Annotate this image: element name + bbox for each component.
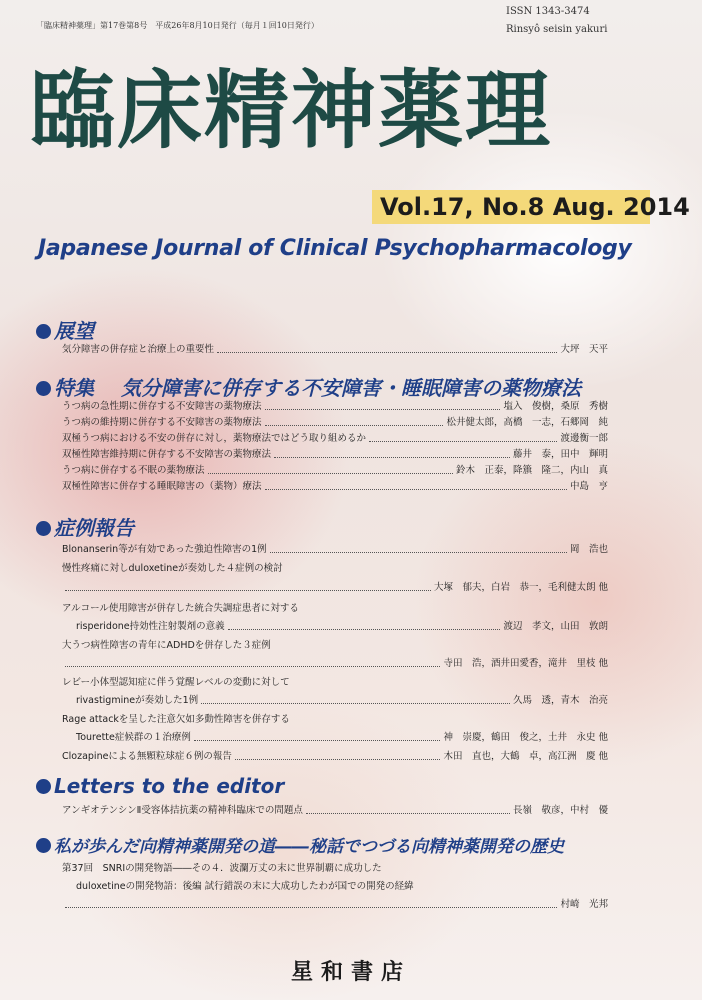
toc-entry: 大うつ病性障害の青年にADHDを併存した３症例: [62, 640, 271, 651]
toc-entry: うつ病に併存する不眠の薬物療法 鈴木 正泰，降籏 隆二，内山 真: [62, 465, 608, 476]
section-heading-tokushu: 特集 気分障害に併存する不安障害・睡眠障害の薬物療法: [36, 372, 581, 401]
bullet-icon: [36, 381, 51, 396]
english-subtitle: Japanese Journal of Clinical Psychopharmacology: [38, 236, 632, 261]
toc-entry: 双極性障害に併存する睡眠障害の（薬物）療法 中島 亨: [62, 481, 608, 492]
bullet-icon: [36, 779, 51, 794]
romaji-title: Rinsyô seisin yakuri: [506, 24, 608, 35]
toc-entry: 双極性障害維持期に併存する不安障害の薬物療法 藤井 泰，田中 輝明: [62, 449, 608, 460]
toc-entry: rivastigmineが奏効した1例 久馬 透，青木 治亮: [76, 695, 608, 706]
bullet-icon: [36, 521, 51, 536]
toc-entry: duloxetineの開発物語：後編 試行錯誤の末に大成功したわが国での開発の経緯: [76, 881, 414, 892]
toc-entry: 寺田 浩，酒井田愛香，滝井 里枝 他: [62, 656, 608, 671]
toc-entry: うつ病の急性期に併存する不安障害の薬物療法 塩入 俊樹，桑原 秀樹: [62, 401, 608, 412]
issn-text: ISSN 1343-3474: [506, 6, 590, 17]
header-note: 「臨床精神薬理」第17巻第8号 平成26年8月10日発行（毎月１回10日発行）: [36, 21, 319, 30]
section-heading-history: 私が歩んだ向精神薬開発の道――秘話でつづる向精神薬開発の歴史: [36, 832, 564, 857]
toc-entry: レビー小体型認知症に伴う覚醒レベルの変動に対して: [62, 677, 290, 688]
toc-entry: 大塚 郁夫，白岩 恭一，毛利健太朗 他: [62, 580, 608, 595]
toc-entry: アルコール使用障害が併存した統合失調症患者に対する: [62, 603, 299, 614]
toc-entry: 双極うつ病における不安の併存に対し，薬物療法ではどう取り組めるか 渡邊衡一郎: [62, 433, 608, 444]
toc-entry: Tourette症候群の１治療例 神 崇慶，鶴田 俊之，土井 永史 他: [76, 732, 608, 743]
section-heading-case-reports: 症例報告: [36, 512, 134, 541]
toc-entry: Clozapineによる無顆粒球症６例の報告 木田 直也，大鶴 卓，高江洲 慶 他: [62, 751, 608, 762]
section-heading-letters: Letters to the editor: [36, 774, 284, 798]
toc-entry: Blonanserin等が有効であった強迫性障害の1例 岡 浩也: [62, 544, 608, 555]
toc-entry: 慢性疼痛に対しduloxetineが奏効した４症例の検討: [62, 563, 283, 574]
volume-banner: Vol.17, No.8 Aug. 2014: [372, 190, 650, 224]
bullet-icon: [36, 838, 51, 853]
section-heading-tenbo: 展望: [36, 315, 94, 344]
toc-entry: 第37回 SNRIの開発物語――その４．波瀾万丈の末に世界制覇に成功した: [62, 863, 382, 874]
bullet-icon: [36, 324, 51, 339]
toc-entry: 気分障害の併存症と治療上の重要性 大坪 天平: [62, 344, 608, 355]
toc-entry: アンギオテンシンⅡ受容体拮抗薬の精神科臨床での問題点 長嶺 敬彦，中村 優: [62, 805, 608, 816]
journal-title: 臨床精神薬理: [30, 62, 553, 161]
toc-entry: うつ病の維持期に併存する不安障害の薬物療法 松井健太郎，高橋 一志，石郷岡 純: [62, 417, 608, 428]
toc-entry: risperidone持効性注射製剤の意義 渡辺 孝文，山田 敦朗: [76, 621, 608, 632]
publisher-name: 星和書店: [290, 960, 411, 985]
toc-entry: Rage attackを呈した注意欠如多動性障害を併存する: [62, 714, 290, 725]
toc-entry: 村崎 光邦: [62, 897, 608, 912]
